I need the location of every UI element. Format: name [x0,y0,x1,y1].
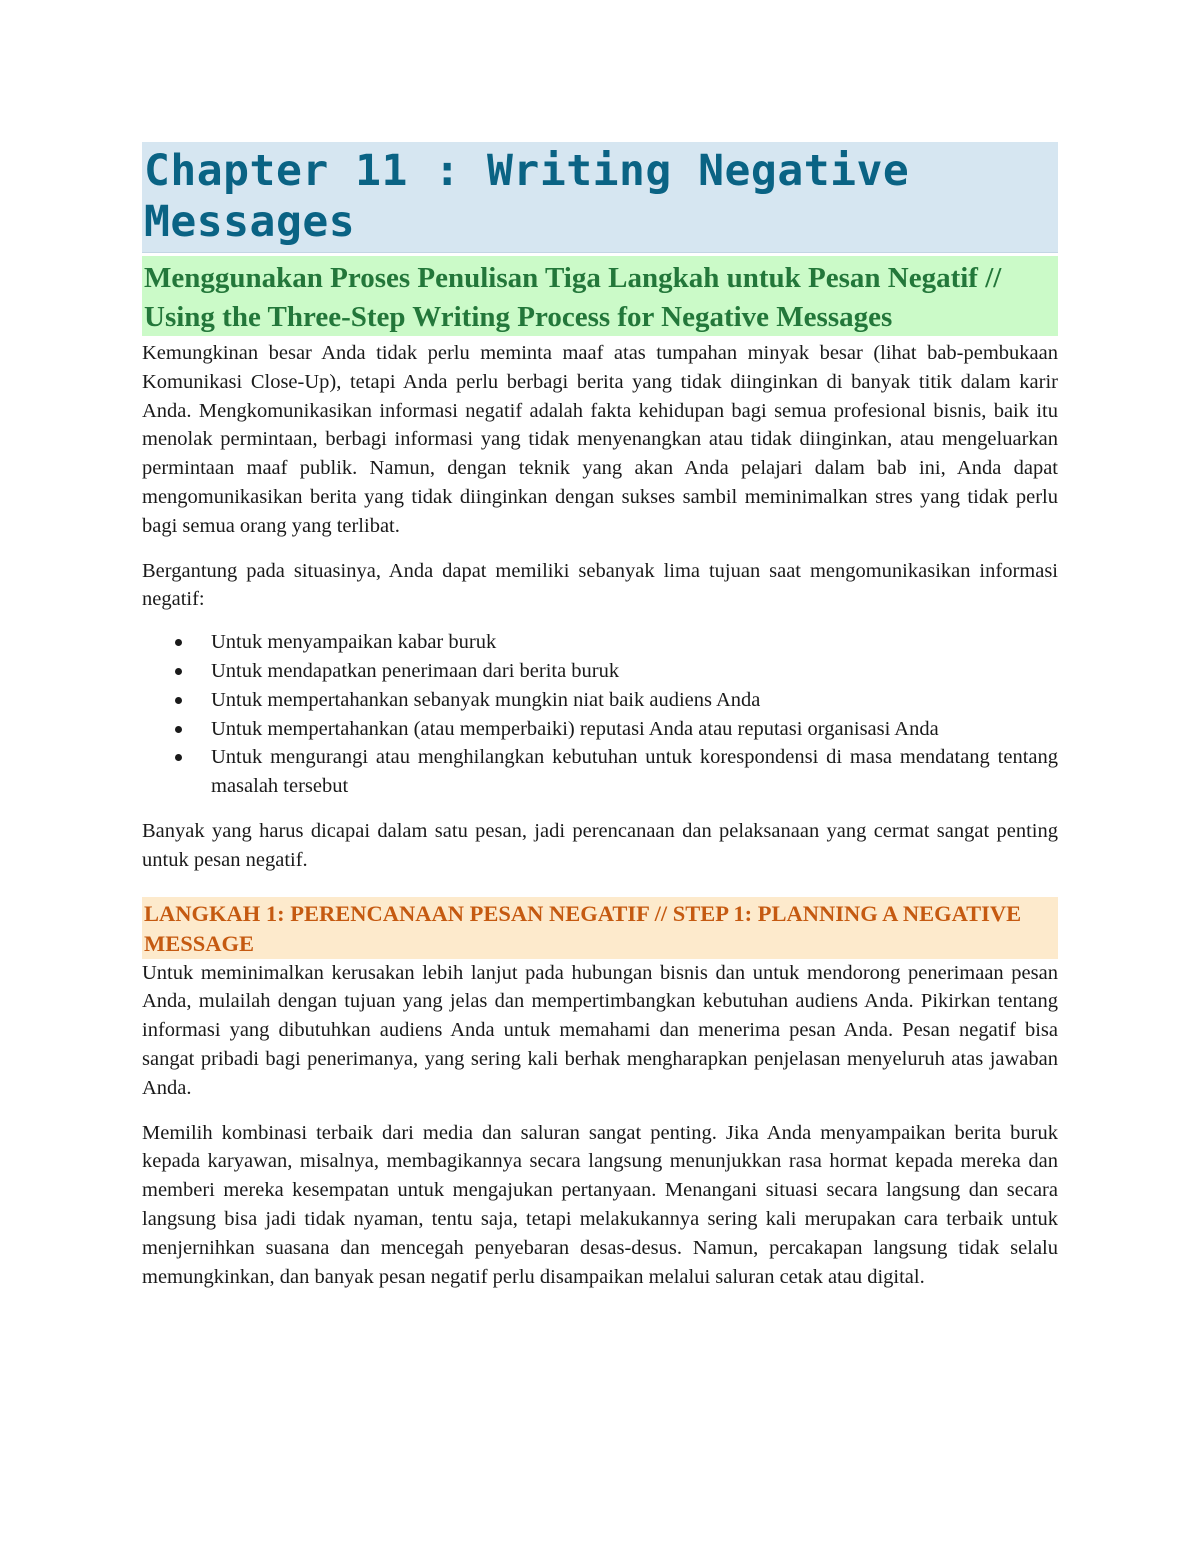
goals-lead-paragraph: Bergantung pada situasinya, Anda dapat memiliki sebanyak lima tujuan saat mengomunikasikan informasi negatif: [142,559,1058,611]
list-item [142,628,1058,657]
list-item-text: Untuk menyampaikan kabar buruk [211,631,497,654]
bullet-icon [175,726,182,733]
bullet-icon [175,754,182,761]
chapter-title: Chapter 11 : Writing Negative Messages [142,142,1058,253]
list-item [142,657,1058,686]
list-item-text: Untuk mendapatkan penerimaan dari berita buruk [211,659,620,682]
step1-paragraph: Memilih kombinasi terbaik dari media dan saluran sangat penting. Jika Anda menyampaikan berita buruk kepada karyawan, misalnya, membagikannya secara langsung menunjukkan rasa hormat kepada mereka dan memberi mereka kesempatan untuk mengajukan pertanyaan. Menangani situasi secara langsung dan secara langsung bisa jadi tidak nyaman, tentu saja, tetapi melakukannya sering kali merupakan cara terbaik untuk menjernihkan suasana dan mencegah penyebaran desas-desus. Namun, percakapan langsung tidak selalu memungkinkan, dan banyak pesan negatif perlu disampaikan melalui saluran cetak atau digital. [142,1121,1058,1288]
bullet-icon [175,697,182,704]
bullet-icon [175,668,182,675]
step1-paragraph: Untuk meminimalkan kerusakan lebih lanjut pada hubungan bisnis dan untuk mendorong penerimaan pesan Anda, mulailah dengan tujuan yang jelas dan mempertimbangkan kebutuhan audiens Anda. Pikirkan tentang informasi yang dibutuhkan audiens Anda untuk memahami dan menerima pesan Anda. Pesan negatif bisa sangat pribadi bagi penerimanya, yang sering kali berhak mengharapkan penjelasan menyeluruh atas jawaban Anda. [142,961,1058,1099]
list-item-text: Untuk mengurangi atau menghilangkan kebutuhan untuk korespondensi di masa mendatang tentang masalah tersebut [211,746,1058,798]
step1-heading: LANGKAH 1: PERENCANAAN PESAN NEGATIF // STEP 1: PLANNING A NEGATIVE MESSAGE [142,897,1058,959]
list-item [142,686,1058,715]
section-heading: Menggunakan Proses Penulisan Tiga Langkah untuk Pesan Negatif // Using the Three-Step Writing Process for Negative Messages [142,256,1058,336]
list-item [142,715,1058,744]
document-page [142,142,1058,1291]
goals-list [142,628,1058,801]
summary-paragraph: Banyak yang harus dicapai dalam satu pesan, jadi perencanaan dan pelaksanaan yang cermat sangat penting untuk pesan negatif. [142,819,1058,871]
list-item-text: Untuk mempertahankan (atau memperbaiki) reputasi Anda atau reputasi organisasi Anda [211,717,939,740]
intro-paragraph: Kemungkinan besar Anda tidak perlu meminta maaf atas tumpahan minyak besar (lihat bab-pembukaan Komunikasi Close-Up), tetapi Anda perlu berbagi berita yang tidak diinginkan di banyak titik dalam karir Anda. Mengkomunikasikan informasi negatif adalah fakta kehidupan bagi semua profesional bisnis, baik itu menolak permintaan, berbagi informasi yang tidak menyenangkan atau tidak diinginkan, atau mengeluarkan permintaan maaf publik. Namun, dengan teknik yang akan Anda pelajari dalam bab ini, Anda dapat mengomunikasikan berita yang tidak diinginkan dengan sukses sambil meminimalkan stres yang tidak perlu bagi semua orang yang terlibat. [142,342,1058,537]
list-item-text: Untuk mempertahankan sebanyak mungkin niat baik audiens Anda [211,688,761,711]
list-item [142,743,1058,801]
bullet-icon [175,639,182,646]
